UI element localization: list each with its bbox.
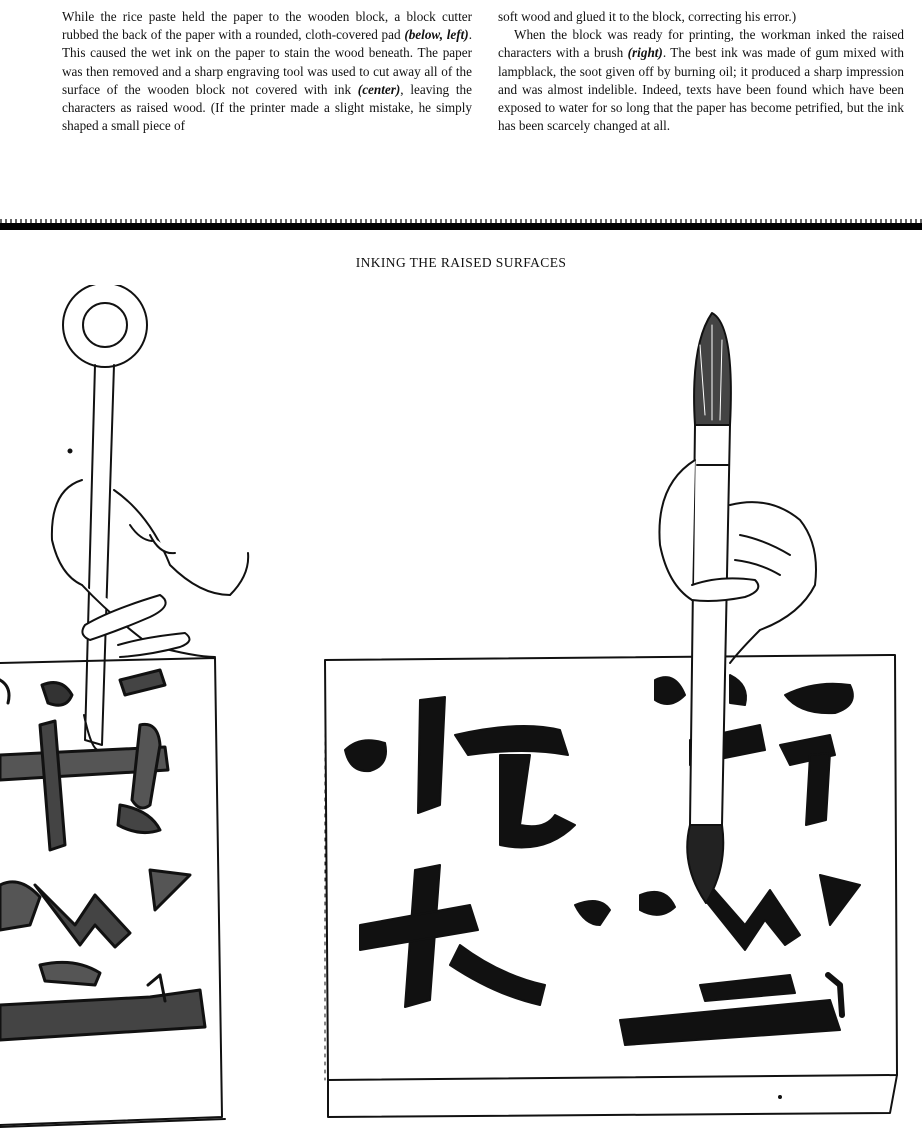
illustration	[0, 285, 922, 1145]
hand	[659, 460, 816, 663]
text-column-right	[498, 8, 904, 135]
paragraph	[62, 8, 472, 135]
paragraph	[498, 26, 904, 135]
figure-reference: (right)	[627, 45, 663, 61]
figure-reference: (below, left)	[404, 27, 469, 43]
text-run: . This caused the wet ink on the paper to stain the wood beneath. The paper was then removed and a sharp engraving tool was used to cut away all of the surface of the wooden block not covered with ink	[62, 27, 472, 97]
text-run: While the rice paste held the paper to the wooden block, a block cutter rubbed the back of the paper with a rounded, cloth-covered pad	[62, 9, 472, 43]
section-divider	[0, 223, 922, 230]
text-column-left	[62, 8, 472, 135]
figure-reference: (center)	[357, 81, 401, 97]
text-run: , leaving the characters as raised wood. (If the printer made a slight mistake, he simply shaped a small piece of	[62, 81, 472, 134]
paragraph: soft wood and glued it to the block, correcting his error.)	[498, 9, 797, 24]
text-run: When the block was ready for printing, the workman inked the raised characters with a brush	[498, 27, 904, 61]
figure-caption: INKING THE RAISED SURFACES	[355, 255, 567, 270]
wood-block	[325, 655, 897, 1117]
text-run: . The best ink was made of gum mixed with lampblack, the soot given off by burning oil; it produced a sharp impression and was almost indelible. Indeed, texts have been found which have been exposed to water for so long that the paper has become petrified, but the ink has been scarcely changed at all.	[498, 45, 905, 134]
hand	[52, 480, 248, 657]
